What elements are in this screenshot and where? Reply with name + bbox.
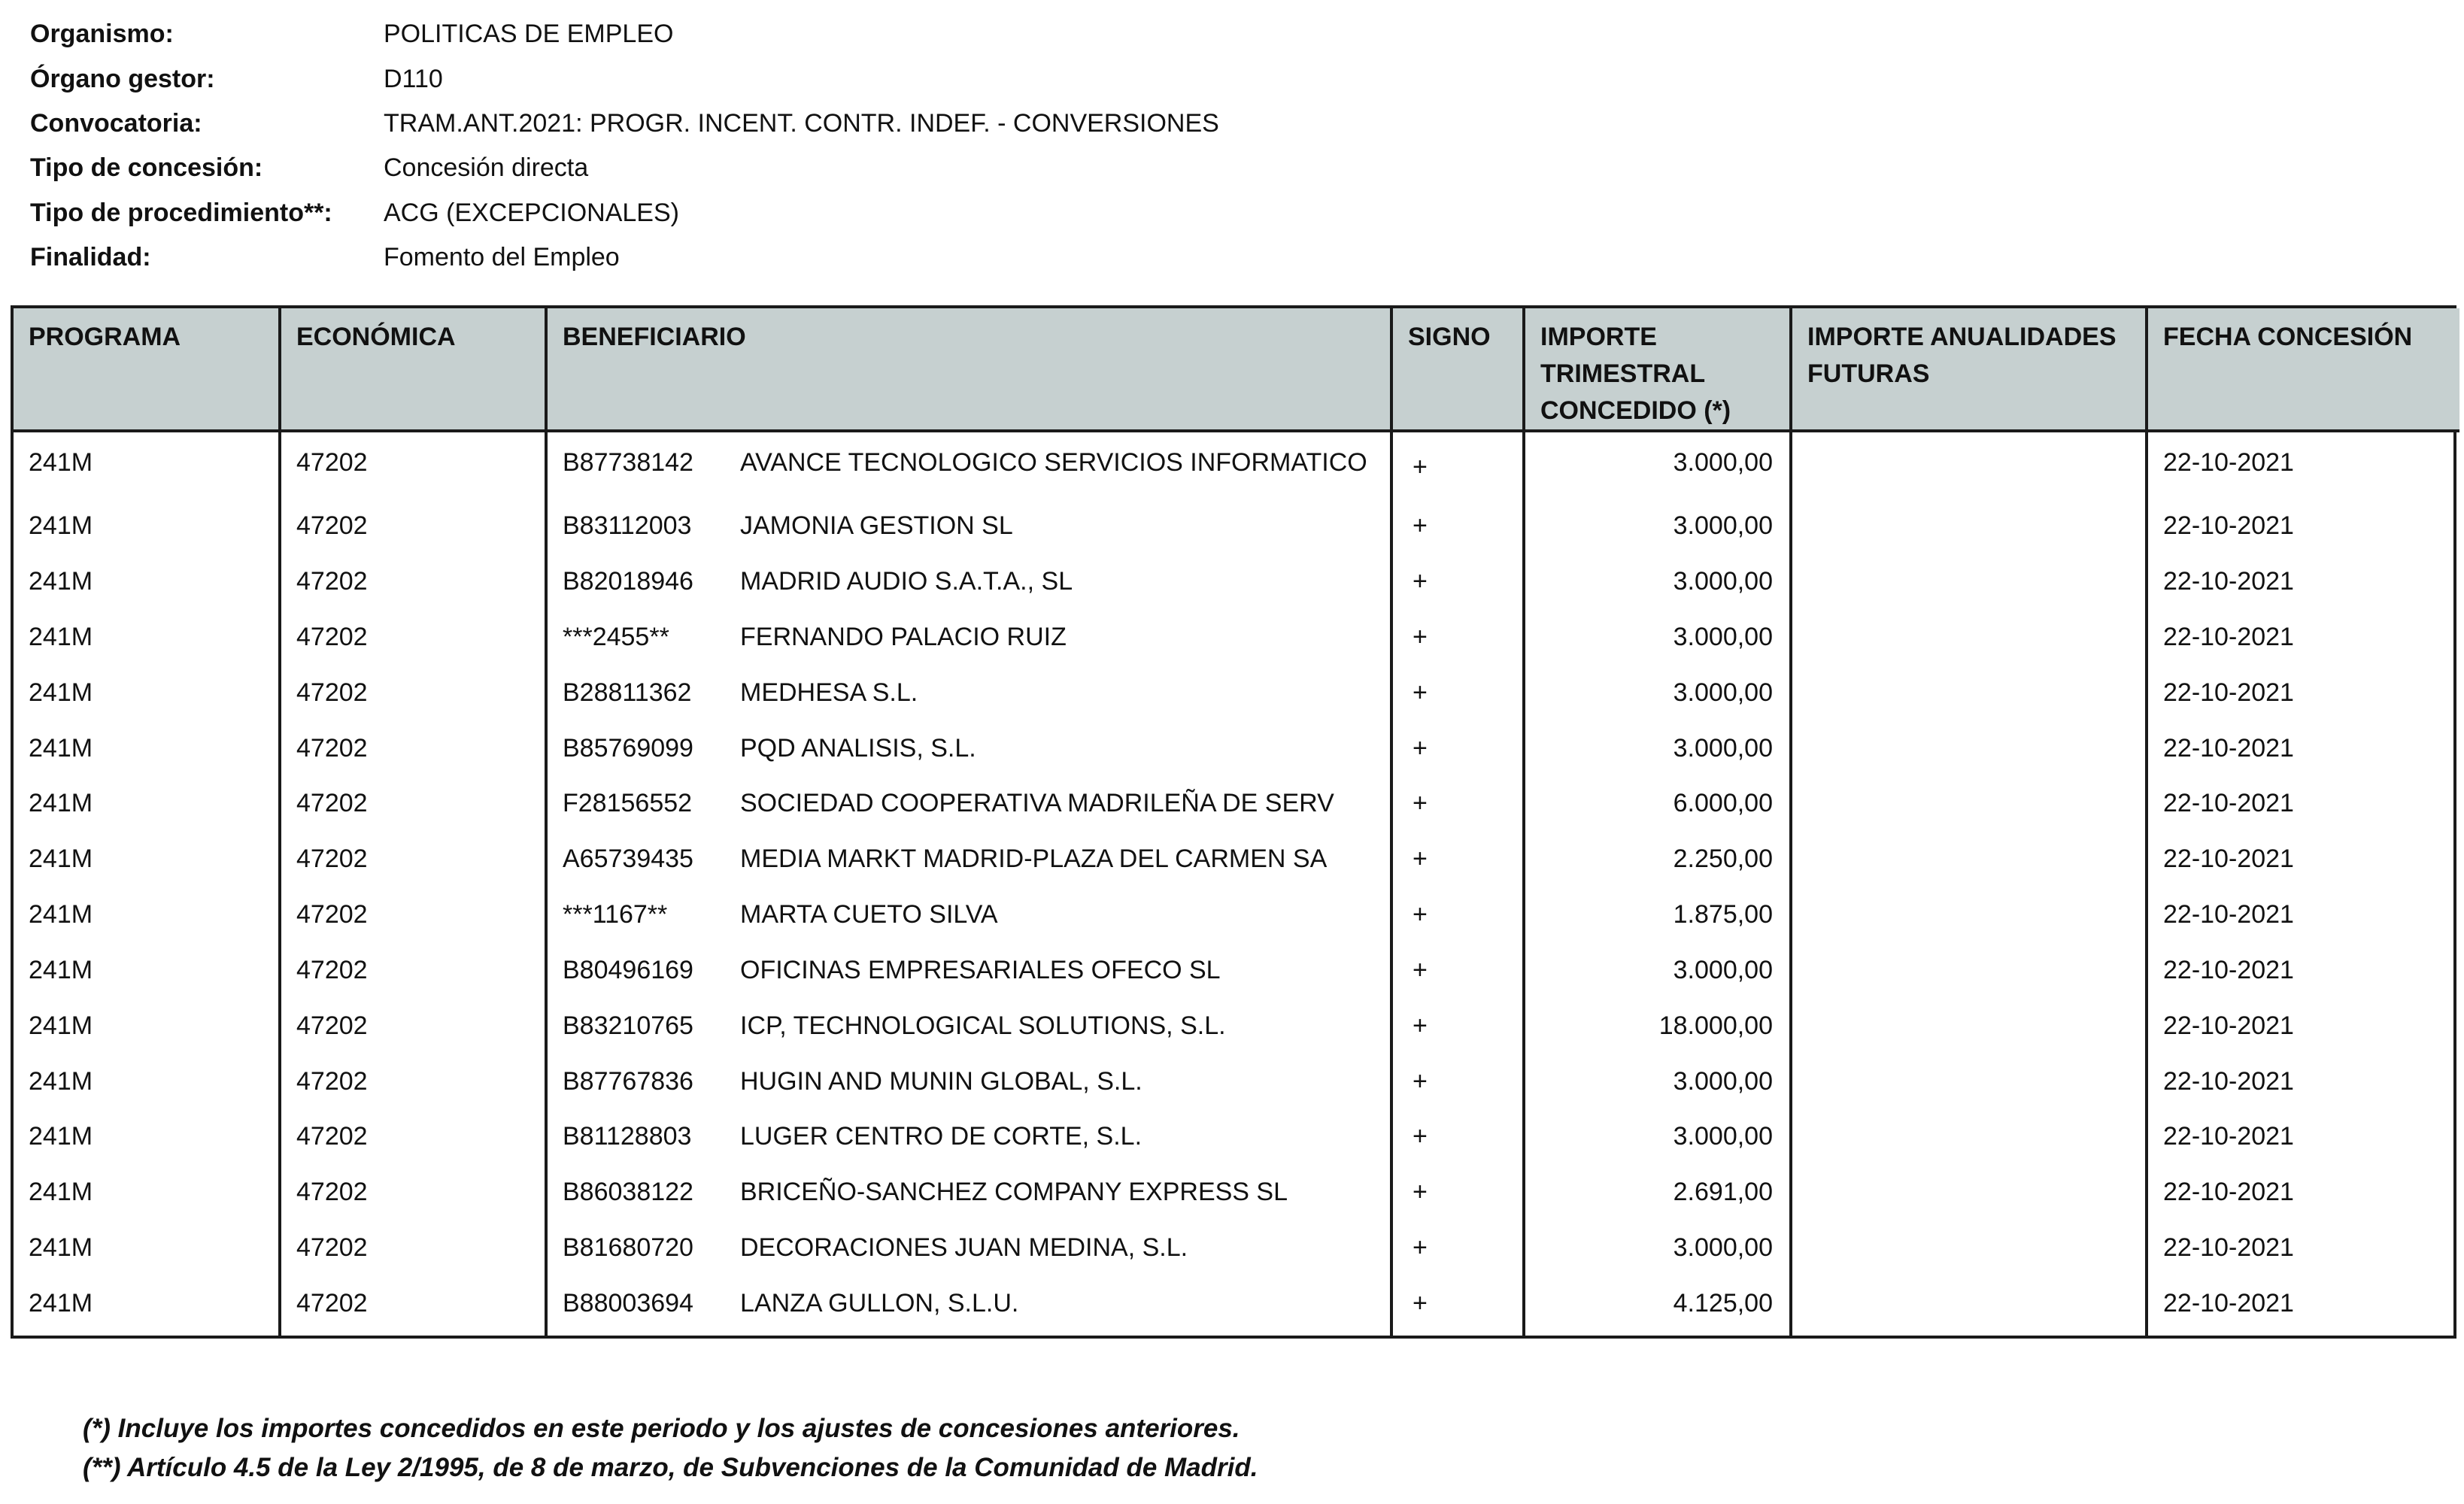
table-row	[14, 669, 2459, 725]
cell-importe: 3.000,00	[1524, 1113, 1791, 1169]
beneficiary-id: B86038122	[563, 1178, 693, 1207]
cell-beneficiario	[546, 669, 1391, 725]
cell-importe-futuras	[1791, 431, 2147, 502]
cell-beneficiario	[546, 947, 1391, 1002]
cell-importe: 3.000,00	[1524, 947, 1791, 1002]
beneficiary-name: LUGER CENTRO DE CORTE, S.L.	[740, 1122, 1142, 1151]
beneficiary-name: PQD ANALISIS, S.L.	[740, 733, 976, 763]
meta-row-tipo-procedimiento	[30, 191, 1835, 235]
beneficiary-name: SOCIEDAD COOPERATIVA MADRILEÑA DE SERV	[740, 789, 1334, 818]
meta-label: Finalidad:	[30, 243, 151, 272]
cell-programa: 241M	[14, 891, 280, 947]
table-row	[14, 780, 2459, 835]
cell-signo: +	[1391, 1113, 1524, 1169]
footnotes	[83, 1409, 1258, 1487]
meta-value: Fomento del Empleo	[384, 243, 620, 272]
grants-table	[11, 305, 2456, 1339]
header-signo: SIGNO	[1391, 308, 1524, 431]
cell-beneficiario	[546, 1169, 1391, 1224]
cell-importe-futuras	[1791, 669, 2147, 725]
cell-signo: +	[1391, 947, 1524, 1002]
cell-importe: 3.000,00	[1524, 502, 1791, 558]
cell-fecha: 22-10-2021	[2163, 900, 2294, 929]
header-importe-futuras: IMPORTE ANUALIDADES FUTURAS	[1791, 308, 2147, 431]
cell-signo: +	[1391, 502, 1524, 558]
cell-signo: +	[1391, 614, 1524, 669]
cell-fecha: 22-10-2021	[2163, 448, 2294, 477]
cell-importe: 1.875,00	[1524, 891, 1791, 947]
meta-label: Tipo de procedimiento**:	[30, 198, 332, 227]
cell-fecha: 22-10-2021	[2163, 1066, 2294, 1096]
cell-programa: 241M	[14, 947, 280, 1002]
beneficiary-name: HUGIN AND MUNIN GLOBAL, S.L.	[740, 1066, 1142, 1096]
meta-label: Órgano gestor:	[30, 64, 215, 93]
cell-beneficiario	[546, 1280, 1391, 1336]
meta-label: Tipo de concesión:	[30, 153, 263, 183]
cell-fecha: 22-10-2021	[2163, 566, 2294, 596]
beneficiary-name: ICP, TECHNOLOGICAL SOLUTIONS, S.L.	[740, 1011, 1226, 1040]
cell-importe-futuras	[1791, 891, 2147, 947]
beneficiary-id: B83112003	[563, 511, 692, 541]
cell-importe: 3.000,00	[1524, 558, 1791, 614]
cell-economica: 47202	[280, 780, 546, 835]
cell-programa: 241M	[14, 1058, 280, 1114]
header-fecha-concesion: FECHA CONCESIÓN	[2147, 308, 2459, 431]
cell-fecha: 22-10-2021	[2163, 622, 2294, 651]
table-row	[14, 1169, 2459, 1224]
beneficiary-id: B82018946	[563, 566, 693, 596]
meta-row-convocatoria	[30, 102, 1835, 146]
cell-importe-futuras	[1791, 1169, 2147, 1224]
beneficiary-name: JAMONIA GESTION SL	[740, 511, 1013, 541]
cell-importe-futuras	[1791, 1224, 2147, 1280]
beneficiary-name: BRICEÑO-SANCHEZ COMPANY EXPRESS SL	[740, 1178, 1288, 1207]
cell-signo: +	[1391, 835, 1524, 891]
cell-economica: 47202	[280, 1002, 546, 1058]
cell-economica: 47202	[280, 1169, 546, 1224]
cell-economica: 47202	[280, 1224, 546, 1280]
cell-importe: 4.125,00	[1524, 1280, 1791, 1336]
cell-fecha: 22-10-2021	[2163, 955, 2294, 984]
cell-programa: 241M	[14, 1280, 280, 1336]
cell-importe: 3.000,00	[1524, 725, 1791, 781]
cell-beneficiario	[546, 614, 1391, 669]
beneficiary-name: MARTA CUETO SILVA	[740, 900, 998, 929]
cell-importe: 3.000,00	[1524, 1224, 1791, 1280]
meta-row-organo-gestor	[30, 56, 1835, 101]
beneficiary-id: ***1167**	[563, 900, 668, 929]
cell-importe: 3.000,00	[1524, 431, 1791, 502]
cell-economica: 47202	[280, 614, 546, 669]
table-row	[14, 891, 2459, 947]
cell-fecha: 22-10-2021	[2163, 1178, 2294, 1207]
cell-beneficiario	[546, 725, 1391, 781]
cell-signo: +	[1391, 669, 1524, 725]
meta-label: Convocatoria:	[30, 108, 202, 138]
cell-fecha: 22-10-2021	[2163, 511, 2294, 541]
cell-beneficiario	[546, 502, 1391, 558]
header-beneficiario: BENEFICIARIO	[546, 308, 1391, 431]
cell-programa: 241M	[14, 1002, 280, 1058]
beneficiary-id: B83210765	[563, 1011, 693, 1040]
cell-programa: 241M	[14, 614, 280, 669]
cell-programa: 241M	[14, 1224, 280, 1280]
cell-beneficiario	[546, 835, 1391, 891]
cell-economica: 47202	[280, 1280, 546, 1336]
beneficiary-id: A65739435	[563, 844, 693, 874]
cell-importe-futuras	[1791, 1058, 2147, 1114]
beneficiary-name: OFICINAS EMPRESARIALES OFECO SL	[740, 955, 1221, 984]
cell-signo: +	[1391, 1224, 1524, 1280]
beneficiary-id: B87767836	[563, 1066, 693, 1096]
cell-importe: 2.691,00	[1524, 1169, 1791, 1224]
cell-importe-futuras	[1791, 1113, 2147, 1169]
meta-value: ACG (EXCEPCIONALES)	[384, 198, 679, 227]
table-header-row	[14, 308, 2459, 431]
cell-economica: 47202	[280, 835, 546, 891]
header-economica: ECONÓMICA	[280, 308, 546, 431]
beneficiary-id: B81128803	[563, 1122, 692, 1151]
cell-economica: 47202	[280, 558, 546, 614]
table-row	[14, 502, 2459, 558]
cell-importe: 3.000,00	[1524, 669, 1791, 725]
cell-signo: +	[1391, 725, 1524, 781]
beneficiary-id: B28811362	[563, 678, 692, 707]
meta-row-finalidad	[30, 235, 1835, 280]
cell-signo: +	[1391, 1058, 1524, 1114]
meta-value: TRAM.ANT.2021: PROGR. INCENT. CONTR. INDEF. - CONVERSIONES	[384, 108, 1219, 138]
table-row	[14, 1002, 2459, 1058]
cell-economica: 47202	[280, 1058, 546, 1114]
cell-importe: 3.000,00	[1524, 614, 1791, 669]
cell-importe: 6.000,00	[1524, 780, 1791, 835]
cell-importe-futuras	[1791, 558, 2147, 614]
cell-beneficiario	[546, 1002, 1391, 1058]
table-row	[14, 558, 2459, 614]
beneficiary-name: DECORACIONES JUAN MEDINA, S.L.	[740, 1233, 1188, 1263]
beneficiary-name: FERNANDO PALACIO RUIZ	[740, 622, 1067, 651]
beneficiary-id: B85769099	[563, 733, 693, 763]
table-row	[14, 1113, 2459, 1169]
cell-importe-futuras	[1791, 725, 2147, 781]
table-row	[14, 431, 2459, 502]
cell-economica: 47202	[280, 669, 546, 725]
cell-beneficiario	[546, 431, 1391, 502]
meta-value: Concesión directa	[384, 153, 589, 183]
beneficiary-id: B80496169	[563, 955, 693, 984]
cell-importe: 2.250,00	[1524, 835, 1791, 891]
cell-fecha: 22-10-2021	[2163, 678, 2294, 707]
meta-value: D110	[384, 64, 443, 93]
cell-economica: 47202	[280, 1113, 546, 1169]
cell-fecha: 22-10-2021	[2163, 789, 2294, 818]
cell-importe-futuras	[1791, 1280, 2147, 1336]
cell-programa: 241M	[14, 835, 280, 891]
cell-programa: 241M	[14, 502, 280, 558]
beneficiary-name: MEDHESA S.L.	[740, 678, 918, 707]
table-row	[14, 835, 2459, 891]
beneficiary-id: B87738142	[563, 448, 693, 477]
cell-fecha: 22-10-2021	[2163, 1288, 2294, 1318]
beneficiary-id: ***2455**	[563, 622, 669, 651]
cell-economica: 47202	[280, 891, 546, 947]
table-row	[14, 1280, 2459, 1336]
cell-signo: +	[1391, 891, 1524, 947]
cell-fecha: 22-10-2021	[2163, 1011, 2294, 1040]
meta-row-organismo	[30, 12, 1835, 56]
cell-signo: +	[1391, 780, 1524, 835]
beneficiary-id: F28156552	[563, 789, 693, 818]
table-row	[14, 947, 2459, 1002]
cell-economica: 47202	[280, 431, 546, 502]
meta-value: POLITICAS DE EMPLEO	[384, 20, 674, 49]
cell-fecha: 22-10-2021	[2163, 1122, 2294, 1151]
cell-beneficiario	[546, 1058, 1391, 1114]
cell-importe-futuras	[1791, 614, 2147, 669]
table-row	[14, 614, 2459, 669]
cell-importe: 18.000,00	[1524, 1002, 1791, 1058]
cell-signo: +	[1391, 431, 1524, 502]
cell-programa: 241M	[14, 669, 280, 725]
cell-programa: 241M	[14, 1169, 280, 1224]
cell-importe-futuras	[1791, 947, 2147, 1002]
cell-programa: 241M	[14, 780, 280, 835]
table-row	[14, 1224, 2459, 1280]
cell-fecha: 22-10-2021	[2163, 844, 2294, 874]
beneficiary-name: MADRID AUDIO S.A.T.A., SL	[740, 566, 1073, 596]
footnote-importes: (*) Incluye los importes concedidos en este periodo y los ajustes de concesiones anteriores.	[83, 1414, 1240, 1443]
meta-row-tipo-concesion	[30, 146, 1835, 190]
cell-signo: +	[1391, 1280, 1524, 1336]
cell-beneficiario	[546, 1113, 1391, 1169]
footnote-articulo: (**) Artículo 4.5 de la Ley 2/1995, de 8 de marzo, de Subvenciones de la Comunidad de Madrid.	[83, 1453, 1258, 1482]
header-importe-trimestral: IMPORTE TRIMESTRAL CONCEDIDO (*)	[1524, 308, 1791, 431]
table-row	[14, 725, 2459, 781]
table-row	[14, 1058, 2459, 1114]
cell-beneficiario	[546, 780, 1391, 835]
cell-signo: +	[1391, 1169, 1524, 1224]
cell-importe-futuras	[1791, 502, 2147, 558]
cell-importe-futuras	[1791, 780, 2147, 835]
beneficiary-name: MEDIA MARKT MADRID-PLAZA DEL CARMEN SA	[740, 844, 1328, 874]
cell-importe-futuras	[1791, 835, 2147, 891]
beneficiary-id: B88003694	[563, 1288, 693, 1318]
meta-label: Organismo:	[30, 20, 174, 49]
cell-beneficiario	[546, 558, 1391, 614]
cell-fecha: 22-10-2021	[2163, 733, 2294, 763]
beneficiary-id: B81680720	[563, 1233, 693, 1263]
cell-programa: 241M	[14, 725, 280, 781]
cell-signo: +	[1391, 558, 1524, 614]
cell-programa: 241M	[14, 558, 280, 614]
cell-importe: 3.000,00	[1524, 1058, 1791, 1114]
cell-beneficiario	[546, 1224, 1391, 1280]
cell-programa: 241M	[14, 431, 280, 502]
beneficiary-name: LANZA GULLON, S.L.U.	[740, 1288, 1019, 1318]
cell-beneficiario	[546, 891, 1391, 947]
cell-importe-futuras	[1791, 1002, 2147, 1058]
cell-fecha: 22-10-2021	[2163, 1233, 2294, 1263]
cell-economica: 47202	[280, 502, 546, 558]
cell-signo: +	[1391, 1002, 1524, 1058]
beneficiary-name: AVANCE TECNOLOGICO SERVICIOS INFORMATICO	[740, 448, 1367, 477]
cell-programa: 241M	[14, 1113, 280, 1169]
cell-economica: 47202	[280, 947, 546, 1002]
cell-economica: 47202	[280, 725, 546, 781]
document-metadata	[30, 12, 1835, 280]
header-programa: PROGRAMA	[14, 308, 280, 431]
